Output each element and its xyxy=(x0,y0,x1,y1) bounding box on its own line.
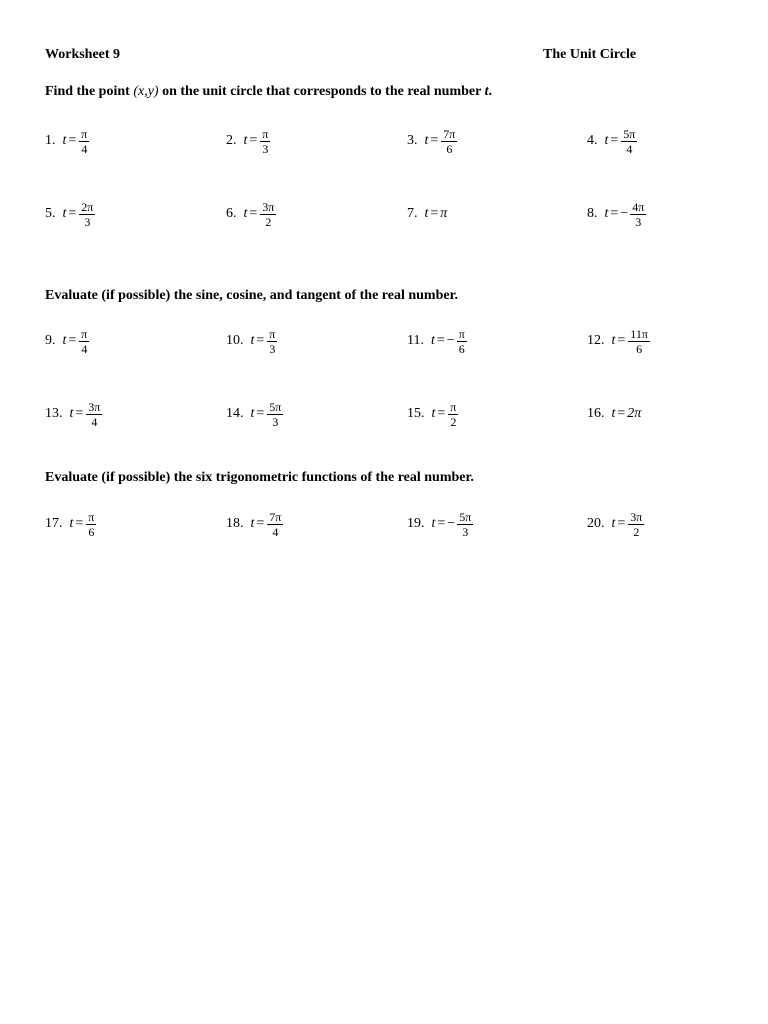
worksheet-title: Worksheet 9 xyxy=(45,47,121,62)
fraction-denominator: 2 xyxy=(633,524,640,539)
problem-variable: t xyxy=(611,333,616,348)
fraction xyxy=(628,327,650,356)
variable-t: t xyxy=(484,84,489,99)
problem-variable: t xyxy=(243,206,248,221)
fraction-denominator: 3 xyxy=(272,414,279,429)
fraction-numerator: π xyxy=(269,326,276,341)
fraction xyxy=(86,400,102,429)
equals-sign: = xyxy=(610,133,619,148)
equals-sign: = xyxy=(75,406,84,421)
problem-item xyxy=(407,507,473,541)
equals-sign: = xyxy=(430,133,439,148)
fraction-denominator: 4 xyxy=(91,414,98,429)
point-notation: (x,y) xyxy=(133,84,159,99)
problem-number: 3. xyxy=(407,133,418,148)
fraction-denominator: 6 xyxy=(636,341,643,356)
fraction-denominator: 2 xyxy=(450,414,457,429)
problem-variable: t xyxy=(611,406,616,421)
problem-number: 18. xyxy=(226,516,244,531)
equals-sign: = xyxy=(436,333,445,348)
problem-number: 17. xyxy=(45,516,63,531)
fraction-numerator: 11π xyxy=(630,326,648,341)
problem-number: 9. xyxy=(45,333,56,348)
minus-sign: − xyxy=(446,333,455,348)
problem-number: 5. xyxy=(45,206,56,221)
equals-sign: = xyxy=(249,206,258,221)
problem-item xyxy=(407,124,457,158)
problem-number: 1. xyxy=(45,133,56,148)
instruction-punctuation: . xyxy=(488,84,492,99)
fraction xyxy=(457,327,467,356)
fraction-numerator: 7π xyxy=(269,509,282,524)
fraction xyxy=(86,510,96,539)
problem-number: 19. xyxy=(407,516,425,531)
instruction-sin-cos-tan: Evaluate (if possible) the sine, cosine, and tangent of the real number. xyxy=(45,288,459,303)
problem-variable: t xyxy=(424,133,429,148)
fraction xyxy=(630,200,646,229)
problem-item xyxy=(45,397,102,431)
problem-variable: t xyxy=(611,516,616,531)
problem-item xyxy=(587,324,650,358)
problem-variable: t xyxy=(250,406,255,421)
fraction-denominator: 4 xyxy=(272,524,279,539)
fraction xyxy=(260,127,270,156)
fraction-numerator: 4π xyxy=(632,199,645,214)
fraction-numerator: 5π xyxy=(269,399,282,414)
problem-item xyxy=(587,397,641,431)
worksheet-topic: The Unit Circle xyxy=(543,47,637,62)
problem-item xyxy=(407,324,467,358)
problem-number: 10. xyxy=(226,333,244,348)
fraction-numerator: 3π xyxy=(262,199,275,214)
equals-sign: = xyxy=(610,206,619,221)
problem-value: π xyxy=(440,206,448,221)
fraction xyxy=(267,510,283,539)
problem-item xyxy=(407,397,458,431)
fraction xyxy=(621,127,637,156)
problem-item xyxy=(587,507,644,541)
fraction-denominator: 6 xyxy=(88,524,95,539)
fraction xyxy=(267,400,283,429)
problem-variable: t xyxy=(250,333,255,348)
instruction-text: on the unit circle that corresponds to the real number xyxy=(158,84,485,99)
fraction xyxy=(448,400,458,429)
fraction-numerator: π xyxy=(88,509,95,524)
fraction-denominator: 3 xyxy=(262,141,269,156)
equals-sign: = xyxy=(256,406,265,421)
fraction-denominator: 3 xyxy=(635,214,642,229)
minus-sign: − xyxy=(620,206,629,221)
instruction-text: Find the point xyxy=(45,84,134,99)
fraction xyxy=(267,327,277,356)
problem-item xyxy=(45,124,89,158)
problem-number: 15. xyxy=(407,406,425,421)
equals-sign: = xyxy=(617,516,626,531)
problem-variable: t xyxy=(62,206,67,221)
fraction-denominator: 6 xyxy=(446,141,453,156)
fraction-numerator: 5π xyxy=(459,509,472,524)
equals-sign: = xyxy=(437,516,446,531)
problem-number: 12. xyxy=(587,333,605,348)
problem-item xyxy=(226,197,276,231)
equals-sign: = xyxy=(68,206,77,221)
fraction-denominator: 6 xyxy=(458,341,465,356)
problem-value: 2π xyxy=(627,406,642,421)
problem-variable: t xyxy=(62,133,67,148)
problem-number: 4. xyxy=(587,133,598,148)
fraction xyxy=(457,510,473,539)
problem-item xyxy=(45,197,95,231)
equals-sign: = xyxy=(68,133,77,148)
fraction-numerator: 7π xyxy=(443,126,456,141)
problem-item xyxy=(407,197,447,231)
fraction-numerator: π xyxy=(81,126,88,141)
problem-variable: t xyxy=(62,333,67,348)
problem-item xyxy=(45,507,96,541)
problem-variable: t xyxy=(431,516,436,531)
fraction-denominator: 3 xyxy=(462,524,469,539)
minus-sign: − xyxy=(447,516,456,531)
fraction xyxy=(260,200,276,229)
equals-sign: = xyxy=(437,406,446,421)
fraction-denominator: 4 xyxy=(81,141,88,156)
equals-sign: = xyxy=(256,333,265,348)
fraction xyxy=(441,127,457,156)
problem-variable: t xyxy=(604,206,609,221)
problem-item xyxy=(226,324,277,358)
fraction xyxy=(79,200,95,229)
problem-item xyxy=(587,197,646,231)
fraction-denominator: 4 xyxy=(81,341,88,356)
fraction-numerator: π xyxy=(262,126,269,141)
fraction-numerator: π xyxy=(458,326,465,341)
fraction xyxy=(79,327,89,356)
fraction-numerator: π xyxy=(450,399,457,414)
instruction-find-point xyxy=(45,84,492,100)
problem-item xyxy=(226,507,283,541)
fraction-denominator: 2 xyxy=(265,214,272,229)
fraction-numerator: 3π xyxy=(630,509,643,524)
instruction-six-trig: Evaluate (if possible) the six trigonometric functions of the real number. xyxy=(45,470,474,485)
fraction-denominator: 3 xyxy=(84,214,91,229)
problem-variable: t xyxy=(430,333,435,348)
problem-variable: t xyxy=(69,406,74,421)
problem-variable: t xyxy=(424,206,429,221)
problem-number: 2. xyxy=(226,133,237,148)
fraction-numerator: π xyxy=(81,326,88,341)
problem-number: 7. xyxy=(407,206,418,221)
fraction-denominator: 4 xyxy=(626,141,633,156)
problem-item xyxy=(226,397,283,431)
problem-item xyxy=(226,124,270,158)
problem-number: 16. xyxy=(587,406,605,421)
problem-variable: t xyxy=(69,516,74,531)
equals-sign: = xyxy=(617,406,626,421)
equals-sign: = xyxy=(617,333,626,348)
fraction-numerator: 5π xyxy=(623,126,636,141)
problem-number: 14. xyxy=(226,406,244,421)
problem-variable: t xyxy=(431,406,436,421)
problem-number: 20. xyxy=(587,516,605,531)
problem-variable: t xyxy=(243,133,248,148)
problem-item xyxy=(587,124,637,158)
problem-variable: t xyxy=(604,133,609,148)
fraction xyxy=(79,127,89,156)
fraction-numerator: 2π xyxy=(81,199,94,214)
problem-number: 6. xyxy=(226,206,237,221)
fraction-denominator: 3 xyxy=(269,341,276,356)
problem-number: 8. xyxy=(587,206,598,221)
equals-sign: = xyxy=(249,133,258,148)
equals-sign: = xyxy=(430,206,439,221)
problem-number: 13. xyxy=(45,406,63,421)
problem-number: 11. xyxy=(407,333,424,348)
equals-sign: = xyxy=(256,516,265,531)
equals-sign: = xyxy=(75,516,84,531)
fraction-numerator: 3π xyxy=(88,399,101,414)
fraction xyxy=(628,510,644,539)
problem-item xyxy=(45,324,89,358)
equals-sign: = xyxy=(68,333,77,348)
problem-variable: t xyxy=(250,516,255,531)
